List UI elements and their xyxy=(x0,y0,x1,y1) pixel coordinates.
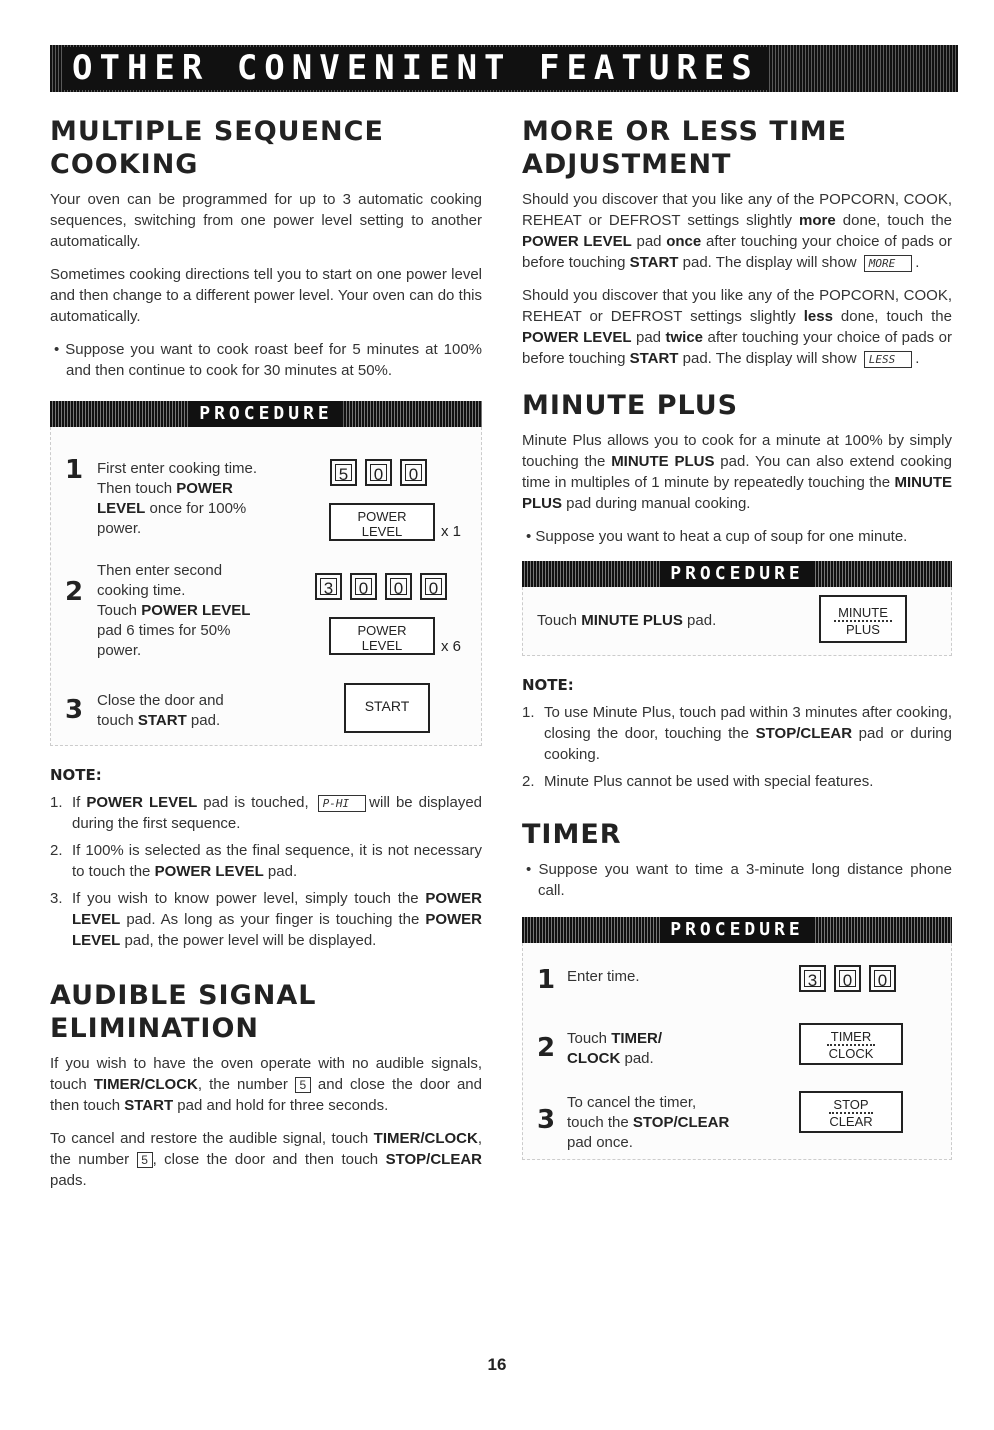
display-digit: 0 xyxy=(869,965,896,992)
right-column xyxy=(522,115,952,1160)
text: Should you discover that you like any of the POPCORN, COOK, REHEAT or DEFROST settings slightly xyxy=(522,287,952,325)
text: Touch xyxy=(97,602,142,619)
text: once for 100% xyxy=(145,500,247,517)
note-list xyxy=(522,702,952,792)
procedure-label: PROCEDURE xyxy=(660,917,814,943)
list-item xyxy=(50,792,482,834)
heading-line: AUDIBLE SIGNAL xyxy=(50,980,317,1011)
procedure-bar xyxy=(522,917,952,943)
text: power. xyxy=(97,520,142,537)
text: , the number xyxy=(50,1130,482,1168)
text: pad, the power level will be displayed. xyxy=(120,932,377,949)
text: . xyxy=(915,350,920,367)
left-column xyxy=(50,115,482,1203)
pad-label: TIMER xyxy=(827,1029,875,1046)
heading-line: COOKING xyxy=(50,149,199,180)
text: and close the door and then touch xyxy=(50,1076,482,1114)
text: STOP/CLEAR xyxy=(632,1114,730,1131)
text: LEVEL xyxy=(97,500,146,517)
step-number: 1 xyxy=(65,455,84,485)
item-number: 1. xyxy=(522,704,535,721)
step-number: 3 xyxy=(537,1105,556,1135)
step-number: 2 xyxy=(65,577,84,607)
text: pads. xyxy=(50,1172,87,1189)
display-digit: 0 xyxy=(834,965,861,992)
text: STOP/CLEAR xyxy=(755,725,853,742)
text: To use Minute Plus, touch pad within 3 minutes after cooking, closing the door, touching the xyxy=(544,704,952,742)
paragraph xyxy=(522,285,952,369)
text: done, touch the xyxy=(835,212,952,229)
text: POWER LEVEL xyxy=(522,329,632,346)
list-item xyxy=(522,771,952,792)
text: , the number xyxy=(197,1076,295,1093)
procedure-box xyxy=(522,943,952,1160)
pad-label: LEVEL xyxy=(361,524,403,539)
paragraph xyxy=(50,1128,482,1191)
display-digit: 5 xyxy=(330,459,357,486)
text: Close the door and xyxy=(97,692,224,709)
pad-label: CLOCK xyxy=(828,1046,874,1061)
display-readout: P-HI xyxy=(318,795,367,812)
item-number: 2. xyxy=(522,773,535,790)
heading-line: ADJUSTMENT xyxy=(522,149,732,180)
minute-plus-heading: MINUTE PLUS xyxy=(522,390,739,421)
list-item xyxy=(522,702,952,765)
procedure-label: PROCEDURE xyxy=(189,401,343,427)
paragraph: Sometimes cooking directions tell you to start on one power level and then change to a different power level. Your oven can do this automatically. xyxy=(50,266,482,325)
number-key: 5 xyxy=(137,1152,153,1168)
multi-sequence-heading xyxy=(50,115,482,181)
pad-label: PLUS xyxy=(846,622,880,637)
text: START xyxy=(629,350,679,367)
step-number: 2 xyxy=(537,1033,556,1063)
text: MINUTE PLUS xyxy=(581,612,683,629)
audible-signal-heading xyxy=(50,979,482,1045)
procedure-bar xyxy=(522,561,952,587)
text: twice xyxy=(665,329,703,346)
text: pad. You can also extend cooking time in multiples of 1 minute by repeatedly touching the xyxy=(522,453,953,491)
text: pad xyxy=(631,329,666,346)
display-digit: 0 xyxy=(420,573,447,600)
text: If you wish to know power level, simply touch the xyxy=(72,890,426,907)
text: more xyxy=(799,212,836,229)
number-key: 5 xyxy=(295,1077,311,1093)
text: pad. xyxy=(620,1050,654,1067)
text: TIMER/CLOCK xyxy=(373,1130,478,1147)
text: POWER LEVEL xyxy=(72,911,482,949)
pad-label: CLEAR xyxy=(829,1114,873,1129)
display-digit: 0 xyxy=(365,459,392,486)
item-number: 2. xyxy=(50,842,63,859)
text: POWER xyxy=(176,480,233,497)
text: TIMER/CLOCK xyxy=(93,1076,198,1093)
heading-line: ELIMINATION xyxy=(50,1013,260,1044)
text: pad. The display will show xyxy=(678,254,861,271)
text: Minute Plus allows you to cook for a minute at 100% by simply touching the xyxy=(522,432,952,470)
text: pad during manual cooking. xyxy=(562,495,751,512)
bullet-item: • Suppose you want to time a 3-minute long distance phone call. xyxy=(526,861,952,899)
list-item xyxy=(50,888,482,951)
text: Then touch xyxy=(97,480,177,497)
pad-label: MINUTE xyxy=(834,605,892,622)
text: cooking time. xyxy=(97,582,186,599)
text: pad. xyxy=(186,712,221,729)
item-number: 3. xyxy=(50,890,63,907)
text: pad is touched, xyxy=(197,794,315,811)
procedure-label: PROCEDURE xyxy=(660,561,814,587)
pad-label: LEVEL xyxy=(361,638,403,653)
display-readout: LESS xyxy=(864,351,913,368)
more-less-heading xyxy=(522,115,952,181)
timer-clock-pad[interactable] xyxy=(799,1023,903,1065)
timer-heading: TIMER xyxy=(522,819,622,850)
power-level-pad[interactable] xyxy=(329,503,435,541)
note-heading: NOTE: xyxy=(50,766,102,784)
text: , close the door and then touch xyxy=(152,1151,386,1168)
text: If 100% is selected as the final sequence, it is not necessary to touch the xyxy=(72,842,482,880)
step-text xyxy=(567,1093,729,1153)
text: done, touch the xyxy=(832,308,952,325)
text: touch the xyxy=(567,1114,633,1131)
text: START xyxy=(629,254,679,271)
text: First enter cooking time. xyxy=(97,460,258,477)
text: pad xyxy=(631,233,667,250)
display-digit: 3 xyxy=(799,965,826,992)
display-digit: 3 xyxy=(315,573,342,600)
list-item xyxy=(50,840,482,882)
text: after touching your choice of pads or before touching xyxy=(522,233,952,271)
note-heading: NOTE: xyxy=(522,676,574,694)
pad-label: POWER xyxy=(357,623,407,638)
text: START xyxy=(124,1097,174,1114)
heading-line: MULTIPLE SEQUENCE xyxy=(50,116,384,147)
text: pad and hold for three seconds. xyxy=(173,1097,389,1114)
display-digit: 0 xyxy=(350,573,377,600)
procedure-box xyxy=(522,587,952,656)
step-text xyxy=(97,459,327,539)
text: POWER LEVEL xyxy=(72,890,482,928)
text: POWER LEVEL xyxy=(141,602,251,619)
text: START xyxy=(137,712,187,729)
text: CLOCK xyxy=(567,1050,621,1067)
text: Touch xyxy=(537,612,582,629)
display-digit: 0 xyxy=(400,459,427,486)
step-text xyxy=(537,611,716,631)
step-text: Enter time. xyxy=(567,968,640,985)
press-count: x 6 xyxy=(441,638,462,655)
text: pad. xyxy=(263,863,298,880)
text: pad once. xyxy=(567,1134,633,1151)
start-pad[interactable]: START xyxy=(344,683,430,733)
text: MINUTE PLUS xyxy=(522,474,952,512)
text: MINUTE PLUS xyxy=(611,453,715,470)
text: will be displayed during the first sequence. xyxy=(72,794,483,832)
pad-label: STOP xyxy=(829,1097,872,1114)
paragraph xyxy=(522,430,952,514)
stop-clear-pad[interactable] xyxy=(799,1091,903,1133)
pad-label: POWER xyxy=(357,509,407,524)
bullet-item: • Suppose you want to heat a cup of soup for one minute. xyxy=(526,528,908,545)
text: less xyxy=(803,308,833,325)
text: . xyxy=(915,254,920,271)
header-banner xyxy=(50,45,958,92)
step-text xyxy=(97,691,327,731)
paragraph xyxy=(522,189,952,273)
step-number: 3 xyxy=(65,695,84,725)
heading-line: MORE OR LESS TIME xyxy=(522,116,848,147)
text: POWER LEVEL xyxy=(154,863,264,880)
text: STOP/CLEAR xyxy=(385,1151,482,1168)
display-digit: 0 xyxy=(385,573,412,600)
text: touch xyxy=(97,712,138,729)
text: pad or during cooking. xyxy=(544,725,952,763)
text: Then enter second xyxy=(97,562,223,579)
text: once xyxy=(666,233,702,250)
display-readout: MORE xyxy=(864,255,913,272)
text: If xyxy=(72,794,87,811)
text: Should you discover that you like any of the POPCORN, COOK, REHEAT or DEFROST settings slightly xyxy=(522,191,952,229)
text: Touch xyxy=(567,1030,612,1047)
paragraph xyxy=(50,1053,482,1116)
text: power. xyxy=(97,642,142,659)
text: To cancel the timer, xyxy=(567,1094,697,1111)
procedure-bar xyxy=(50,401,482,427)
step-number: 1 xyxy=(537,965,556,995)
step-text xyxy=(97,561,327,661)
text: pad 6 times for 50% xyxy=(97,622,231,639)
item-number: 1. xyxy=(50,794,63,811)
text: POWER LEVEL xyxy=(522,233,632,250)
text: POWER LEVEL xyxy=(86,794,198,811)
text: If you wish to have the oven operate with no audible signals, touch xyxy=(50,1055,482,1093)
minute-plus-pad[interactable] xyxy=(819,595,907,643)
page-title: OTHER CONVENIENT FEATURES xyxy=(64,47,767,90)
text: pad. xyxy=(682,612,717,629)
text: after touching your choice of pads or before touching xyxy=(522,329,952,367)
procedure-box xyxy=(50,427,482,746)
power-level-pad[interactable] xyxy=(329,617,435,655)
bullet-item: • Suppose you want to cook roast beef for 5 minutes at 100% and then continue to cook for 30 minutes at 50%. xyxy=(54,341,482,379)
text: pad. The display will show xyxy=(678,350,861,367)
step-text xyxy=(567,1029,662,1069)
text: pad. As long as your finger is touching the xyxy=(120,911,426,928)
note-list xyxy=(50,792,482,951)
text: Minute Plus cannot be used with special features. xyxy=(544,773,874,790)
text: To cancel and restore the audible signal, touch xyxy=(50,1130,374,1147)
page-number: 16 xyxy=(487,1355,507,1374)
text: TIMER/ xyxy=(611,1030,663,1047)
paragraph: Your oven can be programmed for up to 3 automatic cooking sequences, switching from one power level setting to another automatically. xyxy=(50,191,482,250)
press-count: x 1 xyxy=(441,523,462,540)
